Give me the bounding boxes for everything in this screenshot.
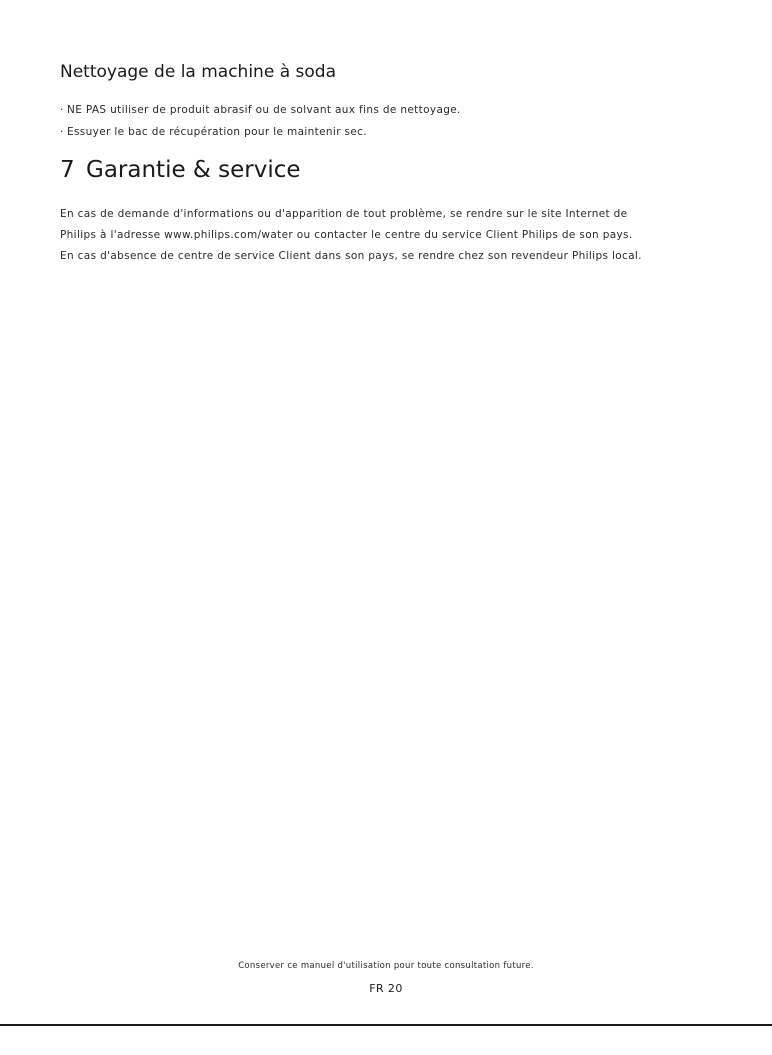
paragraph-line: Philips à l'adresse www.philips.com/water ou contacter le centre du service Client Philips de son pays.: [60, 229, 633, 241]
bottom-divider: [0, 1024, 772, 1026]
page-number: FR 20: [369, 982, 403, 995]
cleaning-instruction-text: Essuyer le bac de récupération pour le maintenir sec.: [67, 126, 367, 138]
chapter-number: 7: [60, 157, 75, 183]
cleaning-instruction-item: [60, 121, 461, 143]
paragraph-line: En cas de demande d'informations ou d'apparition de tout problème, se rendre sur le site Internet de: [60, 208, 628, 220]
cleaning-instruction-item: [60, 99, 461, 121]
paragraph-line: En cas d'absence de centre de service Client dans son pays, se rendre chez son revendeur Philips local.: [60, 250, 642, 262]
bullet-dot-icon: ·: [60, 126, 64, 138]
cleaning-section-heading: Nettoyage de la machine à soda: [60, 62, 336, 82]
warranty-paragraph: [60, 204, 740, 267]
chapter-title: Garantie & service: [86, 157, 301, 183]
warranty-chapter-heading: [60, 157, 301, 183]
bullet-dot-icon: ·: [60, 104, 64, 116]
footer-note: Conserver ce manuel d'utilisation pour toute consultation future.: [238, 961, 534, 971]
cleaning-instruction-text: NE PAS utiliser de produit abrasif ou de solvant aux fins de nettoyage.: [67, 104, 461, 116]
cleaning-instructions-list: [60, 99, 461, 143]
